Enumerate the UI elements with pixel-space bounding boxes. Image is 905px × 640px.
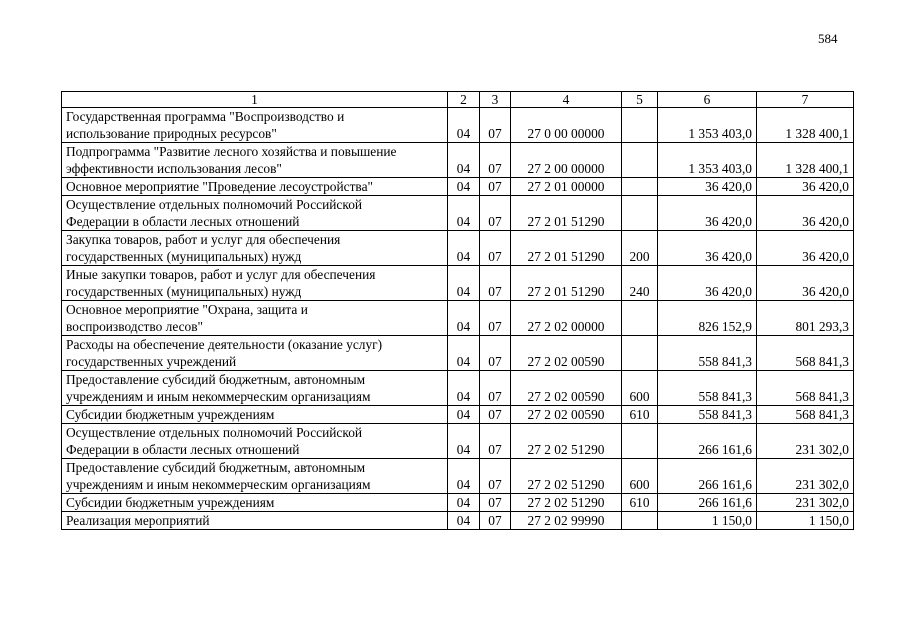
target-code-cell: 27 2 02 00590 [511, 406, 622, 424]
expense-type-cell [622, 108, 658, 143]
subsection-cell: 07 [480, 336, 511, 371]
section-cell: 04 [448, 459, 480, 494]
row-name-line: Закупка товаров, работ и услуг для обеспечения [66, 232, 341, 247]
subsection-cell: 07 [480, 371, 511, 406]
section-cell: 04 [448, 196, 480, 231]
expense-type-cell [622, 512, 658, 530]
row-name-cell [62, 143, 448, 178]
row-name-line: Реализация мероприятий [66, 513, 210, 528]
expense-type-cell [622, 336, 658, 371]
amount-year1-cell: 36 420,0 [658, 178, 757, 196]
row-name-line: Субсидии бюджетным учреждениям [66, 407, 275, 422]
target-code-cell: 27 0 00 00000 [511, 108, 622, 143]
subsection-cell: 07 [480, 266, 511, 301]
row-name-line: Основное мероприятие "Проведение лесоустройства" [66, 179, 373, 194]
amount-year1-cell: 826 152,9 [658, 301, 757, 336]
expense-type-cell [622, 424, 658, 459]
row-name-line: государственных (муниципальных) нужд [66, 249, 302, 264]
subsection-cell: 07 [480, 512, 511, 530]
expense-type-cell: 600 [622, 459, 658, 494]
amount-year2-cell: 1 150,0 [757, 512, 854, 530]
table-row [62, 512, 854, 530]
row-name-line: Осуществление отдельных полномочий Российской [66, 425, 363, 440]
table-row [62, 143, 854, 178]
row-name-line: Подпрограмма "Развитие лесного хозяйства и повышение [66, 144, 397, 159]
row-name-line: Субсидии бюджетным учреждениям [66, 495, 275, 510]
expense-type-cell: 200 [622, 231, 658, 266]
row-name-line: Расходы на обеспечение деятельности (оказание услуг) [66, 337, 383, 352]
expense-type-cell [622, 143, 658, 178]
row-name-cell [62, 424, 448, 459]
amount-year1-cell: 266 161,6 [658, 424, 757, 459]
expense-type-cell [622, 301, 658, 336]
expense-type-cell [622, 178, 658, 196]
table-row [62, 406, 854, 424]
section-cell: 04 [448, 336, 480, 371]
target-code-cell: 27 2 02 51290 [511, 494, 622, 512]
expense-type-cell: 610 [622, 406, 658, 424]
subsection-cell: 07 [480, 231, 511, 266]
header-cell-6: 6 [658, 92, 757, 108]
header-cell-3: 3 [480, 92, 511, 108]
amount-year2-cell: 568 841,3 [757, 336, 854, 371]
row-name-cell [62, 406, 448, 424]
row-name-line: Федерации в области лесных отношений [66, 214, 300, 229]
expense-type-cell [622, 196, 658, 231]
amount-year1-cell: 1 353 403,0 [658, 108, 757, 143]
header-cell-7: 7 [757, 92, 854, 108]
header-cell-4: 4 [511, 92, 622, 108]
section-cell: 04 [448, 371, 480, 406]
section-cell: 04 [448, 143, 480, 178]
amount-year2-cell: 36 420,0 [757, 178, 854, 196]
row-name-cell [62, 178, 448, 196]
amount-year2-cell: 36 420,0 [757, 266, 854, 301]
target-code-cell: 27 2 02 99990 [511, 512, 622, 530]
row-name-cell [62, 336, 448, 371]
target-code-cell: 27 2 00 00000 [511, 143, 622, 178]
table-row [62, 196, 854, 231]
row-name-line: Осуществление отдельных полномочий Российской [66, 197, 363, 212]
amount-year1-cell: 558 841,3 [658, 336, 757, 371]
amount-year1-cell: 36 420,0 [658, 196, 757, 231]
subsection-cell: 07 [480, 406, 511, 424]
amount-year1-cell: 36 420,0 [658, 231, 757, 266]
row-name-cell [62, 512, 448, 530]
section-cell: 04 [448, 406, 480, 424]
row-name-line: эффективности использования лесов" [66, 161, 282, 176]
amount-year2-cell: 231 302,0 [757, 459, 854, 494]
section-cell: 04 [448, 178, 480, 196]
table-row [62, 108, 854, 143]
subsection-cell: 07 [480, 459, 511, 494]
section-cell: 04 [448, 231, 480, 266]
table-row [62, 301, 854, 336]
table-row [62, 371, 854, 406]
target-code-cell: 27 2 01 51290 [511, 266, 622, 301]
row-name-line: государственных учреждений [66, 354, 237, 369]
row-name-cell [62, 494, 448, 512]
table-row [62, 459, 854, 494]
amount-year1-cell: 558 841,3 [658, 406, 757, 424]
amount-year2-cell: 1 328 400,1 [757, 108, 854, 143]
row-name-cell [62, 196, 448, 231]
subsection-cell: 07 [480, 143, 511, 178]
row-name-cell [62, 108, 448, 143]
amount-year1-cell: 1 353 403,0 [658, 143, 757, 178]
row-name-cell [62, 371, 448, 406]
expense-type-cell: 610 [622, 494, 658, 512]
target-code-cell: 27 2 02 51290 [511, 459, 622, 494]
expense-type-cell: 240 [622, 266, 658, 301]
amount-year2-cell: 1 328 400,1 [757, 143, 854, 178]
amount-year1-cell: 266 161,6 [658, 459, 757, 494]
row-name-cell [62, 301, 448, 336]
amount-year2-cell: 231 302,0 [757, 494, 854, 512]
amount-year2-cell: 568 841,3 [757, 371, 854, 406]
budget-table [61, 91, 854, 530]
target-code-cell: 27 2 02 00590 [511, 336, 622, 371]
amount-year1-cell: 558 841,3 [658, 371, 757, 406]
row-name-cell [62, 459, 448, 494]
row-name-cell [62, 231, 448, 266]
amount-year2-cell: 231 302,0 [757, 424, 854, 459]
header-cell-2: 2 [448, 92, 480, 108]
subsection-cell: 07 [480, 494, 511, 512]
target-code-cell: 27 2 01 00000 [511, 178, 622, 196]
page-number: 584 [818, 31, 838, 46]
row-name-line: Федерации в области лесных отношений [66, 442, 300, 457]
row-name-cell [62, 266, 448, 301]
target-code-cell: 27 2 02 51290 [511, 424, 622, 459]
row-name-line: учреждениям и иным некоммерческим организациям [66, 477, 371, 492]
amount-year2-cell: 568 841,3 [757, 406, 854, 424]
table-header-row [62, 92, 854, 108]
table-row [62, 266, 854, 301]
subsection-cell: 07 [480, 424, 511, 459]
section-cell: 04 [448, 266, 480, 301]
table-body [62, 92, 854, 530]
row-name-line: использование природных ресурсов" [66, 126, 277, 141]
amount-year2-cell: 36 420,0 [757, 231, 854, 266]
row-name-line: государственных (муниципальных) нужд [66, 284, 302, 299]
amount-year2-cell: 801 293,3 [757, 301, 854, 336]
row-name-line: Предоставление субсидий бюджетным, автономным [66, 460, 366, 475]
table-row [62, 231, 854, 266]
row-name-line: воспроизводство лесов" [66, 319, 204, 334]
table-row [62, 336, 854, 371]
header-cell-1: 1 [62, 92, 448, 108]
header-cell-5: 5 [622, 92, 658, 108]
section-cell: 04 [448, 108, 480, 143]
amount-year1-cell: 1 150,0 [658, 512, 757, 530]
section-cell: 04 [448, 301, 480, 336]
target-code-cell: 27 2 02 00000 [511, 301, 622, 336]
row-name-line: учреждениям и иным некоммерческим организациям [66, 389, 371, 404]
subsection-cell: 07 [480, 196, 511, 231]
expense-type-cell: 600 [622, 371, 658, 406]
section-cell: 04 [448, 424, 480, 459]
amount-year1-cell: 266 161,6 [658, 494, 757, 512]
subsection-cell: 07 [480, 178, 511, 196]
row-name-line: Предоставление субсидий бюджетным, автономным [66, 372, 366, 387]
row-name-line: Иные закупки товаров, работ и услуг для обеспечения [66, 267, 376, 282]
subsection-cell: 07 [480, 301, 511, 336]
row-name-line: Основное мероприятие "Охрана, защита и [66, 302, 308, 317]
table-row [62, 178, 854, 196]
section-cell: 04 [448, 494, 480, 512]
target-code-cell: 27 2 02 00590 [511, 371, 622, 406]
target-code-cell: 27 2 01 51290 [511, 231, 622, 266]
target-code-cell: 27 2 01 51290 [511, 196, 622, 231]
row-name-line: Государственная программа "Воспроизводство и [66, 109, 345, 124]
subsection-cell: 07 [480, 108, 511, 143]
section-cell: 04 [448, 512, 480, 530]
table-row [62, 424, 854, 459]
amount-year1-cell: 36 420,0 [658, 266, 757, 301]
amount-year2-cell: 36 420,0 [757, 196, 854, 231]
table-row [62, 494, 854, 512]
